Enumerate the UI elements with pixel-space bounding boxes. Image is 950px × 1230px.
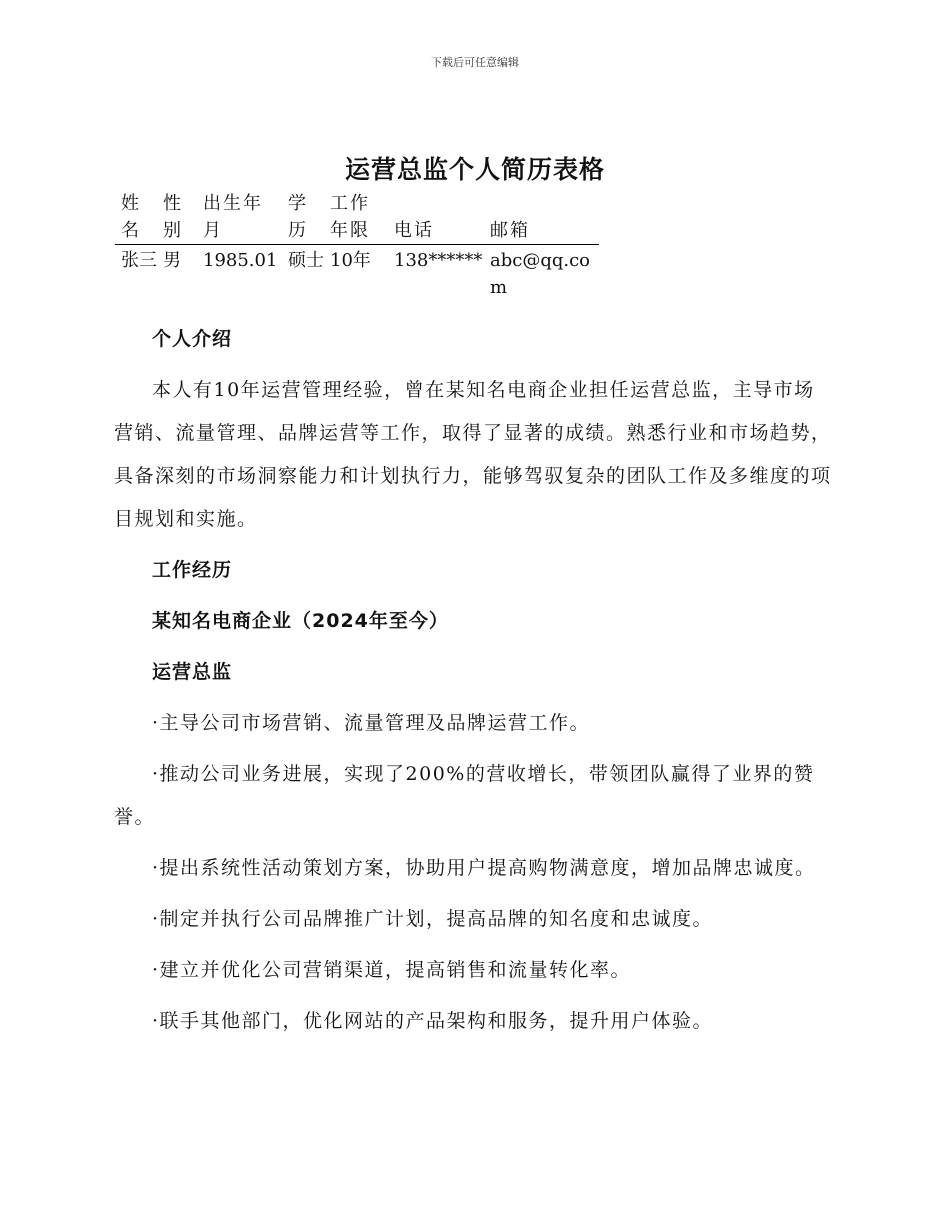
header-name: 姓名 [121,193,141,241]
list-item: ·制定并执行公司品牌推广计划，提高品牌的知名度和忠诚度。 [152,908,714,930]
cell-years: 10年 [330,250,371,271]
header-years: 工作年限 [330,193,370,241]
cell-education: 硕士 [288,250,324,271]
list-item: ·主导公司市场营销、流量管理及品牌运营工作。 [152,712,591,734]
cell-gender: 男 [163,250,181,271]
cell-name: 张三 [121,250,157,271]
resume-content [114,318,834,1051]
intro-heading: 个人介绍 [152,328,233,350]
list-item: ·联手其他部门，优化网站的产品架构和服务，提升用户体验。 [152,1010,714,1032]
list-item: ·建立并优化公司营销渠道，提高销售和流量转化率。 [152,959,632,981]
experience-heading: 工作经历 [152,559,233,581]
personal-info-table [115,188,599,301]
list-item: ·提出系统性活动策划方案，协助用户提高购物满意度，增加品牌忠诚度。 [152,857,816,879]
cell-phone: 138****** [394,250,483,271]
header-birth: 出生年月 [203,193,263,241]
cell-birth: 1985.01 [203,250,278,271]
list-item: ·推动公司业务进展，实现了200%的营收增长，带领团队赢得了业界的赞誉。 [114,763,815,828]
cell-email: abc@qq.com [490,250,591,298]
header-email: 邮箱 [490,220,530,241]
table-header-row [115,188,599,245]
header-gender: 性别 [163,193,183,241]
page-header-note: 下载后可任意编辑 [431,56,519,69]
header-phone: 电话 [394,220,434,241]
company-line: 某知名电商企业（2024年至今） [152,610,449,632]
table-row [115,245,599,302]
header-education: 学历 [288,193,308,241]
page-title: 运营总监个人简历表格 [344,155,605,184]
intro-text: 本人有10年运营管理经验，曾在某知名电商企业担任运营总监，主导市场营销、流量管理、品牌运营等工作，取得了显著的成绩。熟悉行业和市场趋势，具备深刻的市场洞察能力和计划执行力，能够驾驭复杂的团队工作及多维度的项目规划和实施。 [114,379,832,530]
position-line: 运营总监 [152,661,233,683]
